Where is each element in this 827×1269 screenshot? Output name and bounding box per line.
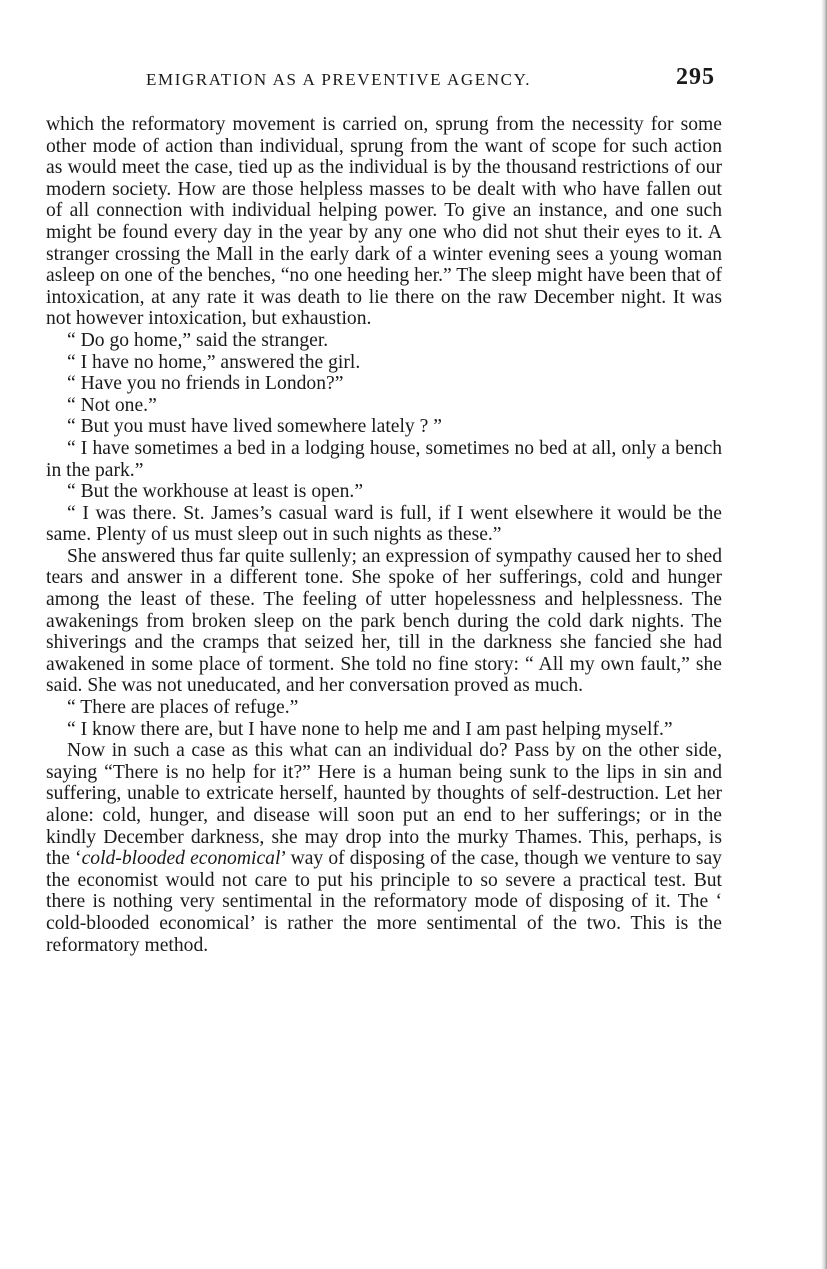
paragraph-3 (46, 740, 722, 956)
paragraph-3-text-b: ’ way of disposing of the case, though we venture to say the economist would not care to put his principle to so severe a practical test. But there is nothing very sentimental in the reformatory mode of disposing of it. The ‘ cold-blooded economical’ is rather the more sentimental of the two. This is the reformatory method. (46, 848, 722, 956)
dialogue-line-2: “ I have no home,” answered the girl. (67, 351, 361, 373)
dialogue-line-1: “ Do go home,” said the stranger. (67, 329, 329, 351)
paragraph-2: She answered thus far quite sullenly; an expression of sympathy caused her to shed tears and answer in a different tone. She spoke of her sufferings, cold and hunger among the least of these. The feeling of utter hopelessness and helplessness. The awakenings from broken sleep on the park bench during the cold dark nights. The shiverings and the cramps that seized her, till in the darkness she fancied she had awakened in some place of torment. She told no fine story: “ All my own fault,” she said. She was not uneducated, and her conversation proved as much. (46, 545, 722, 697)
dialogue-line-3: “ Have you no friends in London?” (67, 373, 344, 395)
dialogue-line-8: “ I was there. St. James’s casual ward is full, if I went elsewhere it would be the same. Plenty of us must sleep out in such nights as these.” (46, 502, 722, 546)
page-number: 295 (676, 64, 715, 90)
paragraph-1: which the reformatory movement is carried on, sprung from the necessity for some other mode of action than individual, sprung from the want of scope for such action as would meet the case, tied up as the individual is by the thousand restrictions of our modern society. How are those helpless masses to be dealt with who have fallen out of all connection with individual helping power. To give an instance, and one such might be found every day in the year by any one who did not shut their eyes to it. A stranger crossing the Mall in the early dark of a winter evening sees a young woman asleep on one of the benches, “no one heeding her.” The sleep might have been that of intoxication, at any rate it was death to lie there on the raw December night. It was not however intoxication, but exhaustion. (46, 114, 722, 330)
dialogue-line-9: “ There are places of refuge.” (67, 697, 299, 719)
dialogue-line-10: “ I know there are, but I have none to help me and I am past helping myself.” (67, 718, 673, 740)
page-edge-shadow (821, 0, 827, 1269)
italic-phrase: cold-blooded economical (81, 848, 281, 870)
running-title: EMIGRATION AS A PREVENTIVE AGENCY. (146, 70, 532, 89)
body-text (46, 114, 722, 956)
paragraph-3-text-a: Now in such a case as this what can an individual do? Pass by on the other side, saying “There is no help for it?” Here is a human being sunk to the lips in sin and suffering, unable to extricate herself, haunted by thoughts of self-destruction. Let her alone: cold, hunger, and disease will soon put an end to her sufferings; or in the kindly December darkness, she may drop into the murky Thames. This, perhaps, is the ‘ (46, 740, 722, 870)
dialogue-line-7: “ But the workhouse at least is open.” (67, 481, 364, 503)
dialogue-line-6: “ I have sometimes a bed in a lodging house, sometimes no bed at all, only a bench in the park.” (46, 437, 722, 481)
dialogue-line-5: “ But you must have lived somewhere lately ? ” (67, 416, 442, 438)
dialogue-line-4: “ Not one.” (67, 394, 157, 416)
